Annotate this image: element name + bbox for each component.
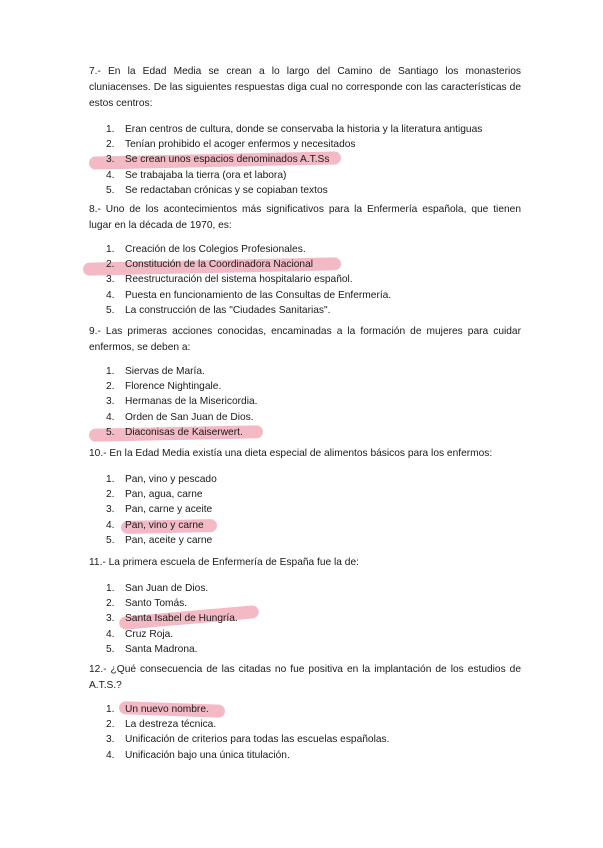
option-number: 1. [106, 704, 115, 715]
question-stem: 11.- La primera escuela de Enfermería de España fue la de: [89, 557, 359, 568]
option-list [89, 702, 521, 763]
option-text: Creación de los Colegios Profesionales. [125, 244, 306, 255]
option-text: Florence Nightingale. [125, 381, 222, 393]
question-stem: 10.- En la Edad Media existía una dieta especial de alimentos básicos para los enfermos: [89, 448, 493, 459]
option-item [89, 183, 521, 198]
option-item-highlighted [89, 152, 521, 167]
option-number: 3. [106, 504, 115, 516]
option-number: 2. [106, 598, 115, 610]
option-item-highlighted [89, 425, 521, 440]
option-item [89, 168, 521, 183]
option-item [89, 379, 521, 394]
option-number: 4. [106, 411, 115, 423]
option-number: 2. [106, 489, 115, 501]
option-text: Santa Madrona. [125, 643, 198, 655]
option-item [89, 394, 521, 409]
option-list [89, 364, 521, 440]
option-item [89, 472, 521, 487]
option-item [89, 502, 521, 517]
option-item-highlighted [89, 702, 521, 717]
option-list [89, 472, 521, 548]
option-text: Pan, agua, carne [125, 489, 203, 501]
option-item [89, 642, 521, 657]
option-number: 2. [106, 139, 115, 151]
option-text: La destreza técnica. [125, 719, 217, 731]
option-item [89, 364, 521, 379]
option-item [89, 288, 521, 303]
option-text: Puesta en funcionamiento de las Consultas de Enfermería. [125, 289, 392, 301]
option-item [89, 732, 521, 747]
option-number: 4. [106, 628, 115, 640]
option-number: 3. [106, 734, 115, 746]
option-number: 4. [106, 169, 115, 181]
question-12 [89, 662, 521, 763]
option-text: Cruz Roja. [125, 628, 174, 640]
option-text: Pan, vino y pescado [125, 474, 217, 485]
option-text: Hermanas de la Misericordia. [125, 396, 258, 408]
option-item [89, 717, 521, 732]
option-number: 3. [106, 613, 115, 625]
option-number: 3. [106, 274, 115, 286]
option-number: 5. [106, 643, 115, 655]
option-text: Unificación bajo una única titulación. [125, 749, 290, 761]
option-text: Se redactaban crónicas y se copiaban textos [125, 184, 328, 196]
question-11 [89, 555, 521, 657]
option-number: 1. [106, 474, 115, 485]
question-10 [89, 446, 521, 548]
option-item [89, 410, 521, 425]
option-item [89, 242, 521, 257]
question-stem: 9.- Las primeras acciones conocidas, encaminadas a la formación de mujeres para cuidar enfermos, se deben a: [89, 326, 521, 353]
option-number: 3. [106, 396, 115, 408]
option-item [89, 533, 521, 548]
option-number: 4. [106, 749, 115, 761]
option-item [89, 596, 521, 611]
option-text: Pan, aceite y carne [125, 534, 213, 546]
option-number: 2. [106, 719, 115, 731]
option-item-highlighted [89, 257, 521, 272]
option-text: Tenían prohibido el acoger enfermos y necesitados [125, 139, 356, 151]
option-number: 5. [106, 426, 115, 438]
question-stem: 8.- Uno de los acontecimientos más significativos para la Enfermería española, que tienen lugar en la década de 1970, es: [89, 204, 521, 231]
option-list [89, 581, 521, 657]
question-9 [89, 324, 521, 440]
option-item [89, 487, 521, 502]
option-text: Constitución de la Coordinadora Nacional [125, 259, 314, 271]
question-stem: 12.- ¿Qué consecuencia de las citadas no fue positiva en la implantación de los estudios de A.T.S.? [89, 664, 521, 691]
option-text: Siervas de María. [125, 366, 205, 377]
option-item-highlighted [89, 611, 521, 626]
option-text: Eran centros de cultura, donde se conservaba la historia y la literatura antiguas [125, 124, 483, 135]
option-item [89, 581, 521, 596]
option-number: 5. [106, 304, 115, 316]
option-item [89, 137, 521, 152]
option-text: Se trabajaba la tierra (ora et labora) [125, 169, 287, 181]
option-text: Reestructuración del sistema hospitalario español. [125, 274, 353, 286]
option-item [89, 748, 521, 763]
option-item-highlighted [89, 518, 521, 533]
option-text: Pan, vino y carne [125, 519, 204, 531]
option-number: 4. [106, 519, 115, 531]
option-text: Diaconisas de Kaiserwert. [125, 426, 243, 438]
option-text: Se crean unos espacios denominados A.T.Ss [125, 154, 330, 166]
option-number: 5. [106, 184, 115, 196]
option-item [89, 303, 521, 318]
option-number: 1. [106, 366, 115, 377]
question-8 [89, 202, 521, 318]
option-text: Orden de San Juan de Dios. [125, 411, 254, 423]
option-number: 3. [106, 154, 115, 166]
option-text: Un nuevo nombre. [125, 704, 209, 715]
option-text: Santo Tomás. [125, 598, 188, 610]
option-number: 1. [106, 583, 115, 594]
option-text: Unificación de criterios para todas las escuelas españolas. [125, 734, 390, 746]
question-stem: 7.- En la Edad Media se crean a lo largo del Camino de Santiago los monasterios cluniacenses. De las siguientes respuestas diga cual no corresponde con las características de estos centros: [89, 66, 521, 109]
option-number: 2. [106, 259, 115, 271]
option-number: 1. [106, 244, 115, 255]
option-text: La construcción de las "Ciudades Sanitarias". [125, 304, 331, 316]
option-text: Pan, carne y aceite [125, 504, 213, 516]
option-text: Santa Isabel de Hungría. [125, 613, 238, 625]
question-7 [89, 64, 521, 198]
option-number: 4. [106, 289, 115, 301]
option-list [89, 122, 521, 198]
option-text: San Juan de Dios. [125, 583, 209, 594]
option-number: 2. [106, 381, 115, 393]
option-item [89, 272, 521, 287]
option-number: 5. [106, 534, 115, 546]
option-list [89, 242, 521, 318]
option-number: 1. [106, 124, 115, 135]
option-item [89, 627, 521, 642]
option-item [89, 122, 521, 137]
